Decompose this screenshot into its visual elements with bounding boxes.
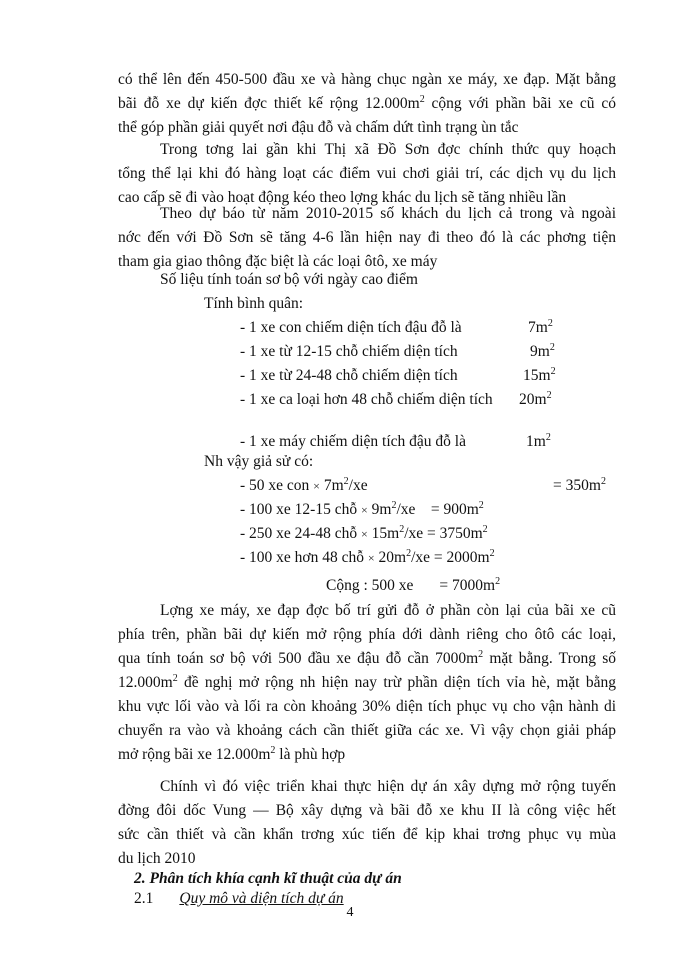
stat-item-value: $7m^2$ — [528, 318, 553, 336]
stat-item-text: - 1 xe máy chiếm diện tích đậu đỗ là — [240, 433, 466, 450]
section-2-heading: 2. Phân tích khía cạnh kĩ thuật của dự án — [134, 870, 402, 887]
para3-line3: tham gia giao thông đặc biệt là các loại ôtô, xe máy — [118, 253, 438, 270]
assume-label: Nh vậy giả sử có: — [204, 453, 314, 470]
para4-line7: mở rộng bãi xe $12.000m^2$ là phù hợp — [118, 745, 346, 763]
calc-total: Cộng : 500 xe = $7000m^2$ — [326, 576, 501, 594]
para1-line2: bãi đỗ xe dự kiến đợc thiết kế rộng $12.000m^2$ cộng với phần bãi xe cũ có — [118, 94, 616, 112]
stat-item-value: $15m^2$ — [523, 366, 556, 384]
calc-row: - 50 xe con × $7m^2/xe$ — [240, 476, 368, 494]
para5-line3: sức cần thiết và cần khẩn trơng xúc tiến để kịp khai trơng phục vụ mùa — [118, 826, 616, 843]
para3-line2: nớc đến với Đồ Sơn sẽ tăng 4-6 lần hiện nay đi theo đó là các phơng tiện — [118, 229, 616, 246]
section-21-heading — [134, 889, 344, 909]
para4-line1: Lợng xe máy, xe đạp đợc bố trí gửi đỗ ở phần còn lại của bãi xe cũ — [160, 602, 616, 619]
stat-item-value: $1m^2$ — [526, 432, 551, 450]
stat-item-text: - 1 xe con chiếm diện tích đậu đỗ là — [240, 319, 462, 336]
section-21-title: Quy mô và diện tích dự án — [179, 890, 344, 907]
stat-item-value: $20m^2$ — [519, 390, 552, 408]
para2-line1: Trong tơng lai gần khi Thị xã Đồ Sơn đợc chính thức quy hoạch — [160, 141, 616, 158]
para4-line3: qua tính toán sơ bộ với 500 đầu xe đậu đỗ cần $7000m^2$ mặt bằng. Trong số — [118, 649, 616, 667]
avg-label: Tính bình quân: — [204, 295, 304, 312]
para4-line5: khu vực lối vào và lối ra còn khoảng 30% diện tích phục vụ cho vận hành di — [118, 698, 616, 715]
stat-item-text: - 1 xe từ 24-48 chỗ chiếm diện tích — [240, 367, 458, 384]
calc-row: - 100 xe 12-15 chỗ × $9m^2/xe$ = $900m^2$ — [240, 500, 484, 518]
para5-line4: du lịch 2010 — [118, 850, 196, 867]
stats-heading: Số liệu tính toán sơ bộ với ngày cao điểm — [160, 271, 418, 288]
para2-line2: tổng thể lại khi đó hàng loạt các điểm vui chơi giải trí, các dịch vụ du lịch — [118, 165, 616, 182]
para2-line3: cao cấp sẽ đi vào hoạt động kéo theo lợng khác du lịch sẽ tăng nhiều lần — [118, 189, 567, 206]
page-number: 4 — [346, 905, 354, 920]
stat-item-text: - 1 xe từ 12-15 chỗ chiếm diện tích — [240, 343, 458, 360]
para4-line6: chuyển ra vào và khoảng cách cần thiết giữa các xe. Vì vậy chọn giải pháp — [118, 722, 616, 739]
para4-line4: $12.000m^2$ đề nghị mở rộng nh hiện nay trừ phần diện tích vỉa hè, mặt bằng — [118, 673, 616, 691]
calc-row: - 250 xe 24-48 chỗ × $15m^2/xe = 3750m^2$ — [240, 524, 488, 542]
calc-row: - 100 xe hơn 48 chỗ × $20m^2/xe = 2000m^2$ — [240, 548, 495, 566]
stat-item-text: - 1 xe ca loại hơn 48 chỗ chiếm diện tích — [240, 391, 493, 408]
para1-line3: thể góp phần giải quyết nơi đậu đỗ và chấm dứt tình trạng ùn tắc — [118, 119, 519, 136]
para4-line2: phía trên, phần bãi dự kiến mở rộng phía dới dành riêng cho ôtô các loại, — [118, 626, 616, 643]
para1-line1: có thể lên đến 450-500 đầu xe và hàng chục ngàn xe máy, xe đạp. Mặt bằng — [118, 71, 616, 88]
calc-result: = $350m^2$ — [553, 476, 606, 494]
para5-line1: Chính vì đó việc triển khai thực hiện dự án xây dựng mở rộng tuyến — [160, 778, 616, 795]
stat-item-value: $9m^2$ — [530, 342, 555, 360]
section-21-number: 2.1 — [134, 890, 154, 907]
para3-line1: Theo dự báo từ năm 2010-2015 số khách du lịch cả trong và ngoài — [160, 205, 616, 222]
para5-line2: đờng đôi dốc Vung — Bộ xây dựng và bãi đỗ xe khu II là công việc hết — [118, 802, 616, 819]
